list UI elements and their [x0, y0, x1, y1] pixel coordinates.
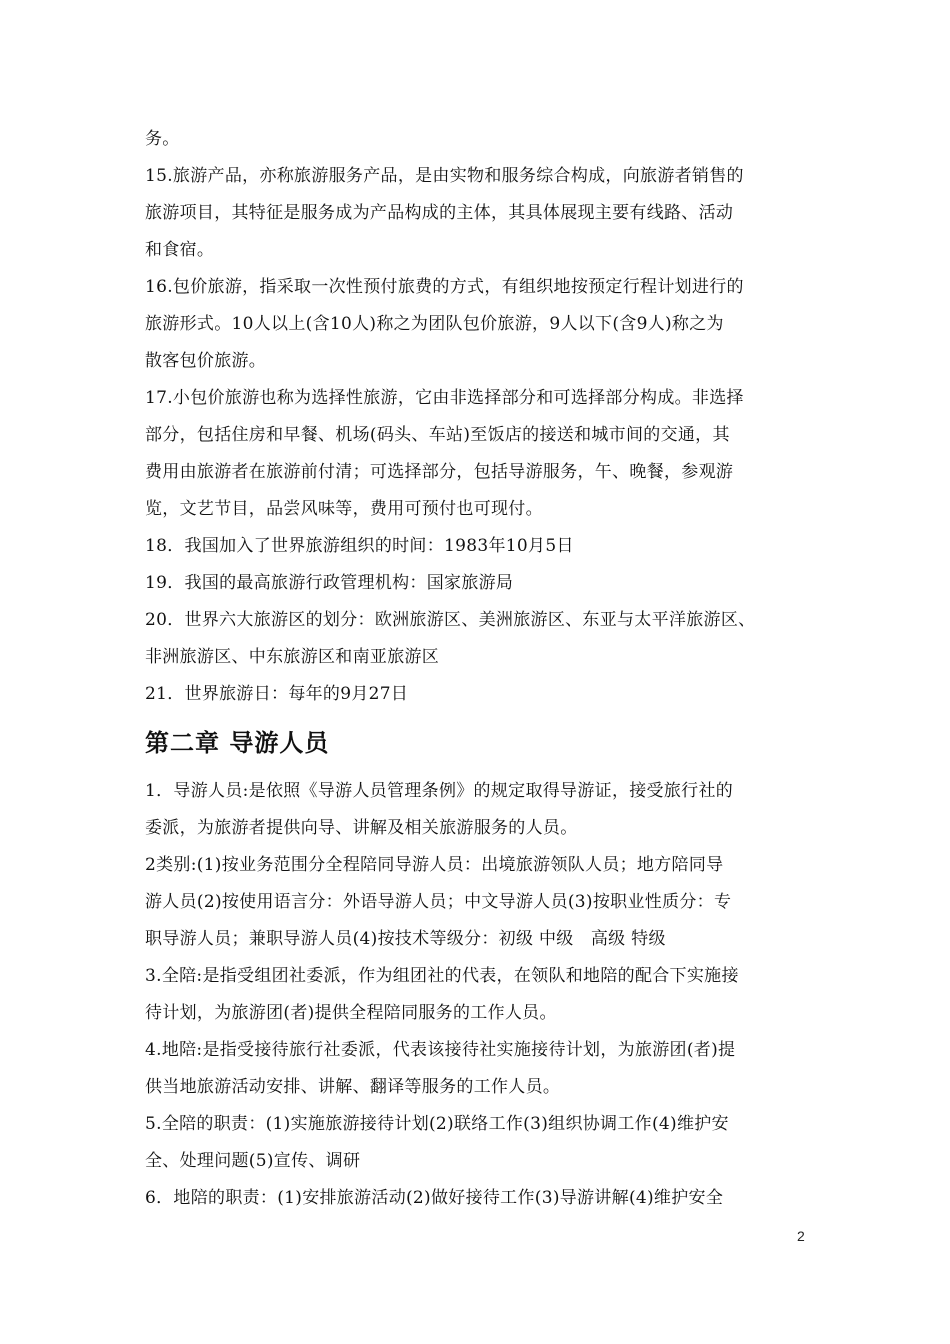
text-line: 非洲旅游区、中东旅游区和南亚旅游区 [145, 647, 440, 667]
text-line: 待计划，为旅游团(者)提供全程陪同服务的工作人员。 [145, 1003, 557, 1023]
chapter-heading: 第二章 导游人员 [145, 729, 330, 757]
text-line: 务。 [145, 129, 180, 149]
text-line: 览，文艺节目，品尝风味等，费用可预付也可现付。 [145, 499, 543, 519]
text-line: 1．导游人员:是依照《导游人员管理条例》的规定取得导游证，接受旅行社的 [145, 781, 734, 801]
document-body [145, 121, 825, 1217]
text-line: 15.旅游产品，亦称旅游服务产品，是由实物和服务综合构成，向旅游者销售的 [145, 166, 744, 186]
text-line: 4.地陪:是指受接待旅行社委派，代表该接待社实施接待计划，为旅游团(者)提 [145, 1040, 736, 1060]
text-line: 3.全陪:是指受组团社委派，作为组团社的代表，在领队和地陪的配合下实施接 [145, 966, 739, 986]
text-line: 旅游项目，其特征是服务成为产品构成的主体，其具体展现主要有线路、活动 [145, 203, 734, 223]
text-line: 委派，为旅游者提供向导、讲解及相关旅游服务的人员。 [145, 818, 578, 838]
section-2-text [145, 773, 825, 1217]
text-line: 旅游形式。10人以上(含10人)称之为团队包价旅游，9人以下(含9人)称之为 [145, 314, 724, 334]
text-line: 部分，包括住房和早餐、机场(码头、车站)至饭店的接送和城市间的交通，其 [145, 425, 730, 445]
text-line: 5.全陪的职责：(1)实施旅游接待计划(2)联络工作(3)组织协调工作(4)维护安 [145, 1114, 729, 1134]
text-line: 和食宿。 [145, 240, 215, 260]
text-line: 6．地陪的职责：(1)安排旅游活动(2)做好接待工作(3)导游讲解(4)维护安全 [145, 1188, 724, 1208]
text-line: 全、处理问题(5)宣传、调研 [145, 1151, 361, 1171]
page-number: 2 [797, 1228, 805, 1244]
text-line: 费用由旅游者在旅游前付清；可选择部分，包括导游服务，午、晚餐，参观游 [145, 462, 734, 482]
text-line: 散客包价旅游。 [145, 351, 267, 371]
section-1-text [145, 121, 825, 713]
text-line: 游人员(2)按使用语言分：外语导游人员；中文导游人员(3)按职业性质分：专 [145, 892, 732, 912]
text-line: 21．世界旅游日：每年的9月27日 [145, 684, 409, 704]
text-line: 供当地旅游活动安排、讲解、翻译等服务的工作人员。 [145, 1077, 561, 1097]
text-line: 17.小包价旅游也称为选择性旅游，它由非选择部分和可选择部分构成。非选择 [145, 388, 744, 408]
text-line: 18．我国加入了世界旅游组织的时间：1983年10月5日 [145, 536, 574, 556]
text-line: 20．世界六大旅游区的划分：欧洲旅游区、美洲旅游区、东亚与太平洋旅游区、 [145, 610, 756, 630]
text-line: 2类别:(1)按业务范围分全程陪同导游人员：出境旅游领队人员；地方陪同导 [145, 855, 724, 875]
text-line: 16.包价旅游，指采取一次性预付旅费的方式，有组织地按预定行程计划进行的 [145, 277, 744, 297]
text-line: 职导游人员；兼职导游人员(4)按技术等级分：初级 中级 高级 特级 [145, 929, 666, 949]
text-line: 19．我国的最高旅游行政管理机构：国家旅游局 [145, 573, 514, 593]
